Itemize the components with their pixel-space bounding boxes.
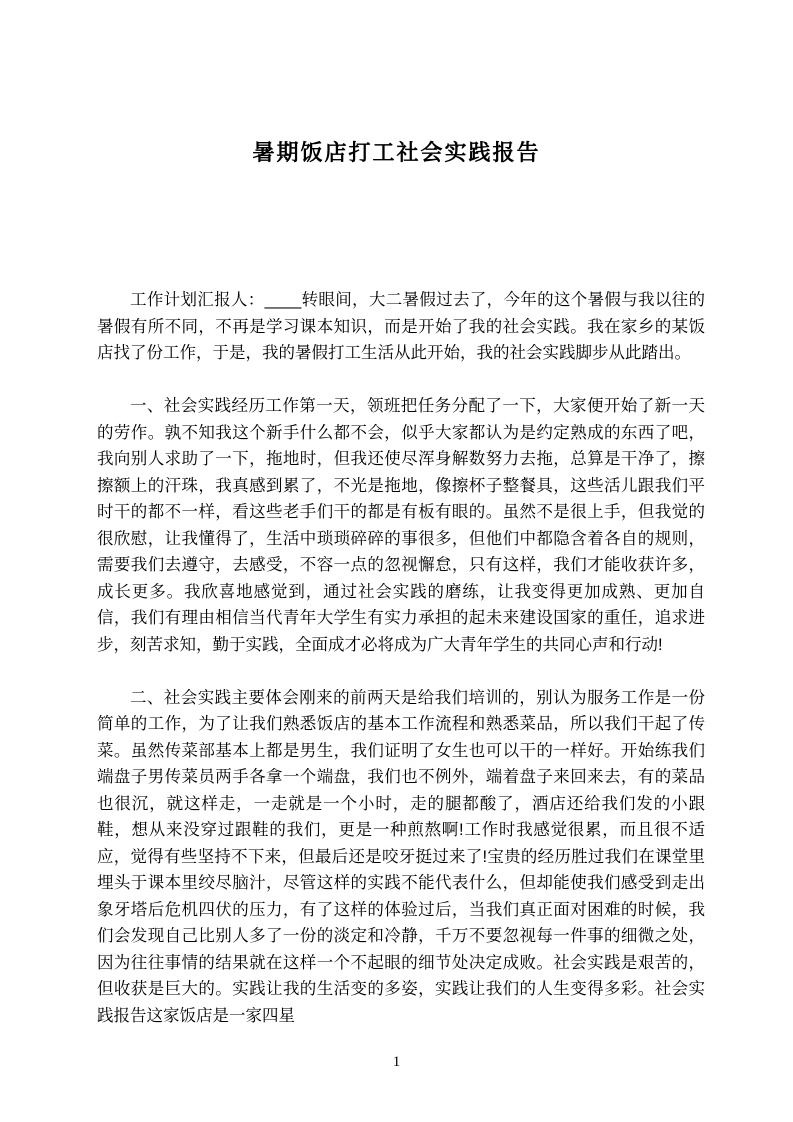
page-number: 1	[392, 1054, 401, 1070]
paragraph-section-1-experience: 一、社会实践经历工作第一天，领班把任务分配了一下，大家便开始了新一天的劳作。孰不知我这个新手什么都不会，似乎大家都认为是约定熟成的东西了吧，我向别人求助了一下，拖地时，但我还使尽浑身解数努力去拖，总算是干净了，擦擦额上的汗珠，我真感到累了，不光是拖地，像擦杯子整餐具，这些活儿跟我们平时干的都不一样，看这些老手们干的都是有板有眼的。虽然不是很上手，但我觉的很欣慰，让我懂得了，生活中琐琐碎碎的事很多，但他们中都隐含着各自的规则，需要我们去遵守，去感受，不容一点的忽视懈怠，只有这样，我们才能收获许多，成长更多。我欣喜地感觉到，通过社会实践的磨练，让我变得更加成熟、更加自信，我们有理由相信当代青年大学生有实力承担的起未来建设国家的重任，追求进步，刻苦求知，勤于实践，全面成才必将成为广大青年学生的共同心声和行动!	[97, 397, 705, 654]
paragraph-section-2-reflections: 二、社会实践主要体会刚来的前两天是给我们培训的，别认为服务工作是一份简单的工作，为了让我们熟悉饭店的基本工作流程和熟悉菜品，所以我们干起了传菜。虽然传菜部基本上都是男生，我们证明了女生也可以干的一样好。开始练我们端盘子男传菜员两手各拿一个端盘，我们也不例外，端着盘子来回来去，有的菜品也很沉，就这样走，一走就是一个小时，走的腿都酸了，酒店还给我们发的小跟鞋，想从来没穿过跟鞋的我们，更是一种煎熬啊!工作时我感觉很累，而且很不适应，觉得有些坚持不下来，但最后还是咬牙挺过来了!宝贵的经历胜过我们在课堂里埋头于课本里绞尽脑汁，尽管这样的实践不能代表什么，但却能使我们感受到走出象牙塔后危机四伏的压力，有了这样的体验过后，当我们真正面对困难的时候，我们会发现自己比别人多了一份的淡定和冷静，千万不要忽视每一件事的细微之处，因为往往事情的结果就在这样一个不起眼的细节处决定成败。社会实践是艰苦的，但收获是巨大的。实践让我的生活变的多姿，实践让我们的人生变得多彩。社会实践报告这家饭店是一家四星	[97, 688, 705, 1025]
paragraph-intro: 工作计划汇报人：____转眼间，大二暑假过去了，今年的这个暑假与我以往的暑假有所不同，不再是学习课本知识，而是开始了我的社会实践。我在家乡的某饭店找了份工作，于是，我的暑假打工生活从此开始，我的社会实践脚步从此踏出。	[97, 291, 705, 362]
document-body	[97, 287, 705, 1056]
document-title: 暑期饭店打工社会实践报告	[252, 140, 541, 165]
